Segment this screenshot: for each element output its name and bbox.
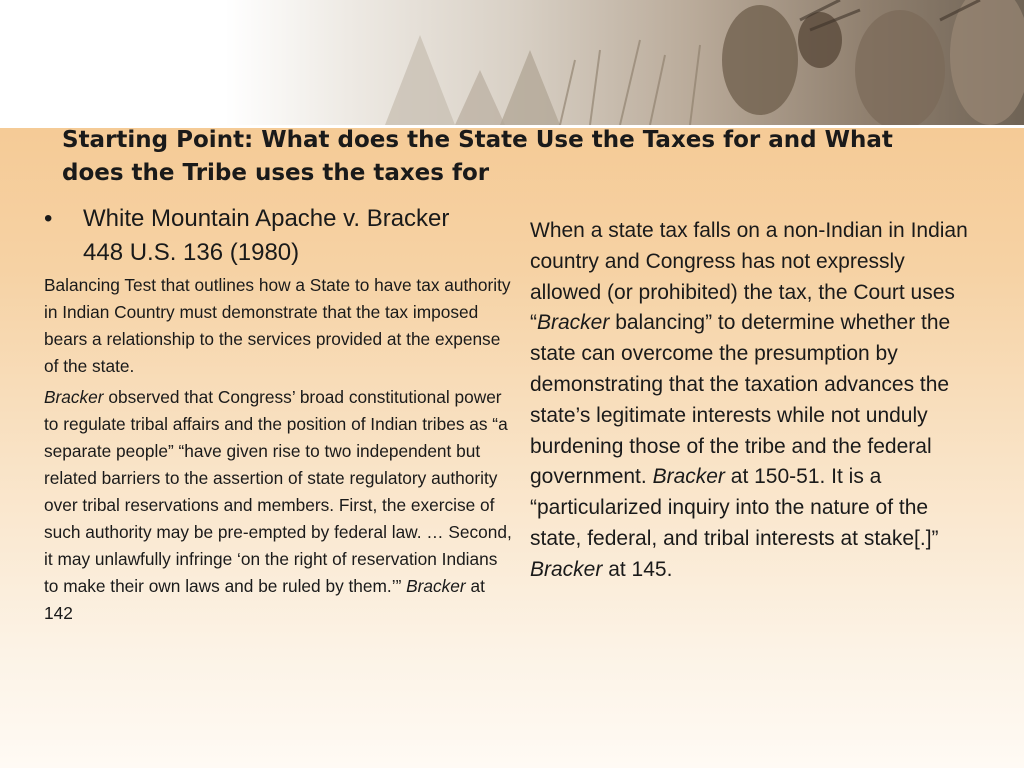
header-photo-illustration [0, 0, 1024, 125]
bracker-observation-paragraph [44, 384, 514, 627]
observation-body: observed that Congress’ broad constitutional power to regulate tribal affairs and the position of Indian tribes as “a separate people” “have given rise to two independent but related barriers to the assertion of state regulatory authority over tribal reservations and members. First, the exercise of such authority may be pre-empted by federal law. … Second, it may unlawfully infringe ‘on the right of reservation Indians to make their own laws and be ruled by them.’” [44, 387, 512, 596]
case-citation: 448 U.S. 136 (1980) [83, 239, 300, 266]
bracker-balancing-paragraph [530, 216, 970, 586]
text-run: at 145. [602, 557, 673, 581]
case-italic: Bracker [530, 557, 603, 581]
case-name: White Mountain Apache v. Bracker [83, 205, 450, 232]
citation-tail: at 142 [44, 576, 485, 623]
slide-title: Starting Point: What does the State Use the Taxes for and What does the Tribe uses the taxes for [62, 127, 893, 186]
balancing-test-paragraph: Balancing Test that outlines how a State to have tax authority in Indian Country must demonstrate that the tax imposed bears a relationship to the services provided at the expense of the state. [44, 275, 511, 376]
case-italic: Bracker [406, 576, 466, 596]
bullet-marker: • [44, 205, 53, 232]
header-photo-banner [0, 0, 1024, 125]
text-run: When a state tax falls on a non-Indian in Indian country and Congress has not expressly allowed (or prohibited) the tax, the Court uses “ [530, 219, 968, 335]
case-bullet [44, 202, 514, 270]
case-italic: Bracker [537, 311, 610, 335]
text-run: balancing” to determine whether the state can overcome the presumption by demonstrating that the taxation advances the state’s legitimate interests while not unduly burdening those of the tribe and the federal government. [530, 311, 951, 489]
left-column [44, 202, 514, 631]
case-italic: Bracker [44, 387, 104, 407]
text-run: at 150-51. It is a “particularized inquiry into the nature of the state, federal, and tribal interests at stake[.]” [530, 465, 939, 550]
right-column [530, 216, 970, 586]
case-italic: Bracker [652, 465, 725, 489]
